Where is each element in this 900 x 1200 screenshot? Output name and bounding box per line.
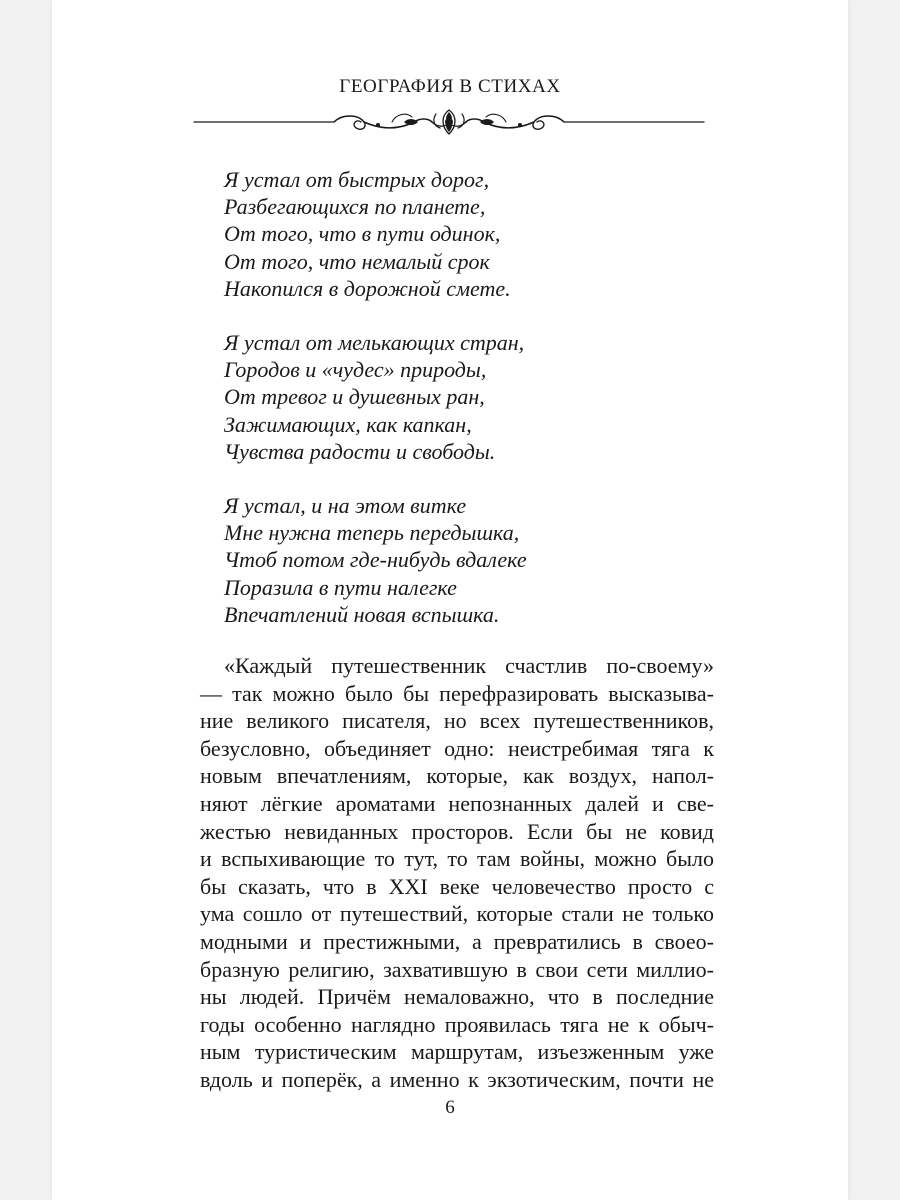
stanza <box>224 329 724 465</box>
prose-line: безусловно, объединяет одно: неистребимая тяга к <box>200 735 714 761</box>
prose-line: модными и престижными, а превратились в своео- <box>200 928 714 954</box>
prose-line: и вспыхивающие то тут, то там войны, можно было <box>200 846 714 872</box>
poem-line: Я устал от мелькающих стран, <box>224 330 525 356</box>
prose-line: ума сошло от путешествий, которые стали не только <box>200 901 714 927</box>
prose-line: ны людей. Причём немаловажно, что в последние <box>200 984 714 1010</box>
prose-line: новым впечатлениям, которые, как воздух, напол- <box>200 763 714 789</box>
poem-line: От тревог и душевных ран, <box>224 384 485 410</box>
poem-line: Городов и «чудес» природы, <box>224 357 487 383</box>
poem-line: Разбегающихся по планете, <box>224 194 486 220</box>
poem-line: От того, что в пути одинок, <box>224 221 501 247</box>
prose-line: няют лёгкие ароматами непознанных далей и све- <box>200 790 714 816</box>
poem <box>224 166 724 655</box>
page-number: 6 <box>445 1097 455 1118</box>
prose-line: ние великого писателя, но всех путешественников, <box>200 708 714 734</box>
poem-line: Накопился в дорожной смете. <box>224 275 511 301</box>
poem-line: Поразила в пути налегке <box>224 574 457 600</box>
stanza <box>224 166 724 302</box>
poem-line: Зажимающих, как капкан, <box>224 411 472 437</box>
poem-line: Мне нужна теперь передышка, <box>224 520 520 546</box>
stanza <box>224 492 724 628</box>
flourish-divider-icon <box>192 104 706 140</box>
poem-line: Я устал, и на этом витке <box>224 493 467 519</box>
prose-line: бы сказать, что в XXI веке человечество просто с <box>200 873 714 899</box>
poem-line: От того, что немалый срок <box>224 248 490 274</box>
prose-line: годы особенно наглядно проявилась тяга не к обыч- <box>200 1011 714 1037</box>
poem-line: Впечатлений новая вспышка. <box>224 601 500 627</box>
prose-line: жестью невиданных просторов. Если бы не ковид <box>200 818 714 844</box>
poem-line: Я устал от быстрых дорог, <box>224 167 490 192</box>
prose-line: бразную религию, захватившую в свои сети миллио- <box>200 956 714 982</box>
prose-line: вдоль и поперёк, а именно к экзотическим, почти не <box>200 1066 714 1092</box>
book-page <box>52 0 848 1200</box>
prose-line: ным туристическим маршрутам, изъезженным уже <box>200 1039 714 1065</box>
poem-line: Чувства радости и свободы. <box>224 438 496 464</box>
prose-line: «Каждый путешественник счастлив по-своему» <box>224 653 714 678</box>
poem-line: Чтоб потом где-нибудь вдалеке <box>224 547 527 573</box>
running-head: ГЕОГРАФИЯ В СТИХАХ <box>339 76 561 97</box>
prose-line: — так можно было бы перефразировать высказыва- <box>200 680 714 706</box>
prose-paragraph <box>200 652 714 1094</box>
